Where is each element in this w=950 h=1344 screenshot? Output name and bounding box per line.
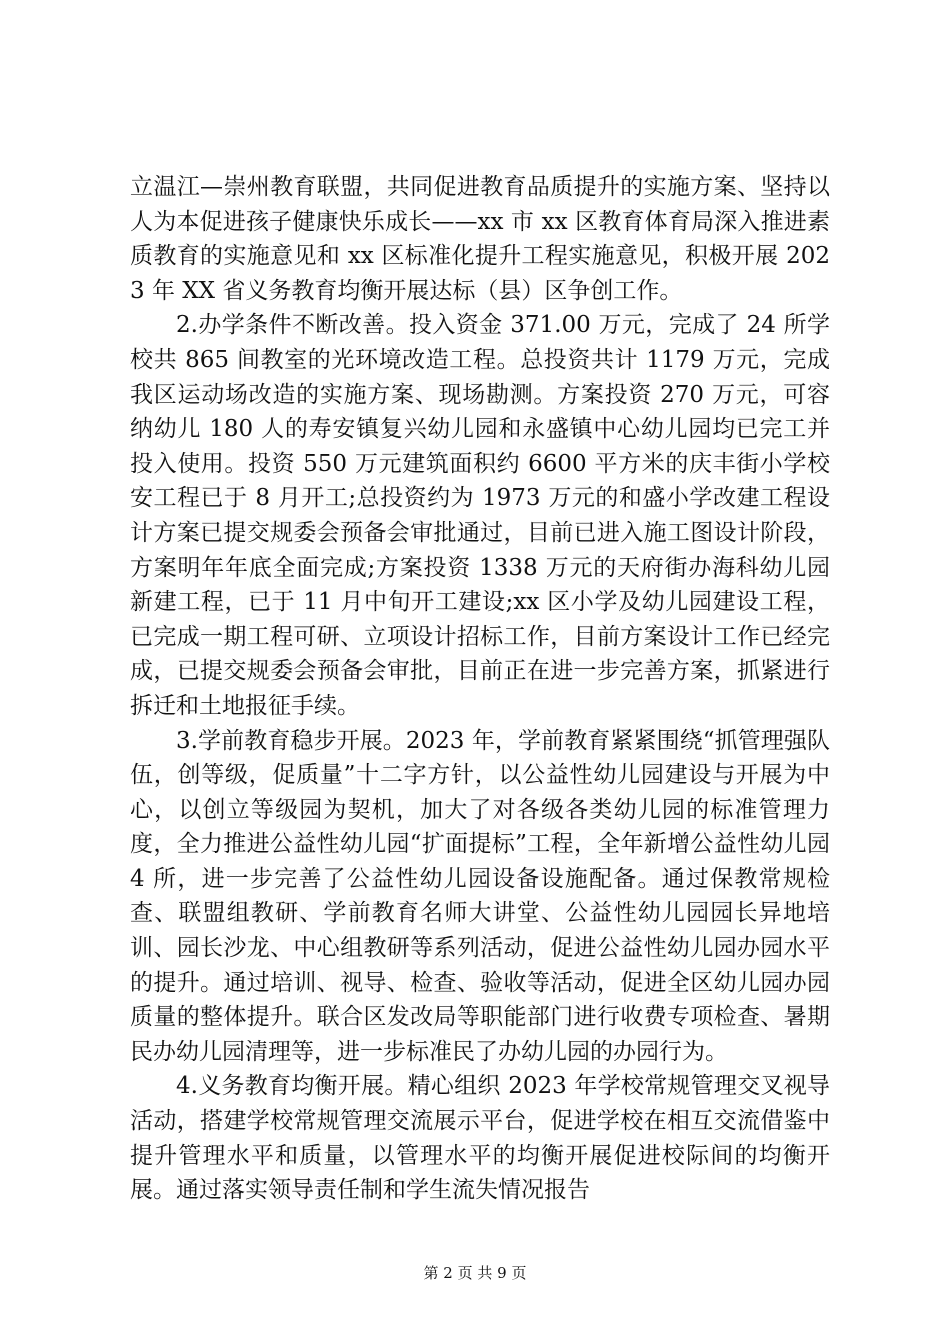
paragraph-continuation: 立温江—崇州教育联盟，共同促进教育品质提升的实施方案、坚持以人为本促进孩子健康快乐成长——xx 市 xx 区教育体育局深入推进素质教育的实施意见和 xx 区标准化提升工程实施意见，积极开展 2023 年 XX 省义务教育均衡开展达标（县）区争创工作。 xyxy=(130,174,830,304)
paragraph-compulsory-education: 4.义务教育均衡开展。精心组织 2023 年学校常规管理交叉视导活动，搭建学校常规管理交流展示平台，促进学校在相互交流借鉴中提升管理水平和质量，以管理水平的均衡开展促进校际间的均衡开展。通过落实领导责任制和学生流失情况报告 xyxy=(130,1073,830,1204)
paragraph-preschool-education: 3.学前教育稳步开展。2023 年，学前教育紧紧围绕“抓管理强队伍，创等级，促质量”十二字方针，以公益性幼儿园建设与开展为中心，以创立等级园为契机，加大了对各级各类幼儿园的标准管理力度，全力推进公益性幼儿园“扩面提标”工程，全年新增公益性幼儿园 4 所，进一步完善了公益性幼儿园设备设施配备。通过保教常规检查、联盟组教研、学前教育名师大讲堂、公益性幼儿园园长异地培训、园长沙龙、中心组教研等系列活动，促进公益性幼儿园办园水平的提升。通过培训、视导、检查、验收等活动，促进全区幼儿园办园质量的整体提升。联合区发改局等职能部门进行收费专项检查、暑期民办幼儿园清理等，进一步标准民了办幼儿园的办园行为。 xyxy=(130,727,830,1065)
document-body xyxy=(130,170,830,1208)
paragraph-school-conditions: 2.办学条件不断改善。投入资金 371.00 万元，完成了 24 所学校共 865 间教室的光环境改造工程。总投资共计 1179 万元，完成我区运动场改造的实施方案、现场勘测。方案投资 270 万元，可容纳幼儿 180 人的寿安镇复兴幼儿园和永盛镇中心幼儿园均已完工并投入使用。投资 550 万元建筑面积约 6600 平方米的庆丰街小学校安工程已于 8 月开工;总投资约为 1973 万元的和盛小学改建工程设计方案已提交规委会预备会审批通过，目前已进入施工图设计阶段，方案明年年底全面完成;方案投资 1338 万元的天府街办海科幼儿园新建工程，已于 11 月中旬开工建设;xx 区小学及幼儿园建设工程，已完成一期工程可研、立项设计招标工作，目前方案设计工作已经完成，已提交规委会预备会审批，目前正在进一步完善方案，抓紧进行拆迁和土地报征手续。 xyxy=(130,312,830,719)
page-footer: 第 2 页 共 9 页 xyxy=(423,1264,527,1282)
